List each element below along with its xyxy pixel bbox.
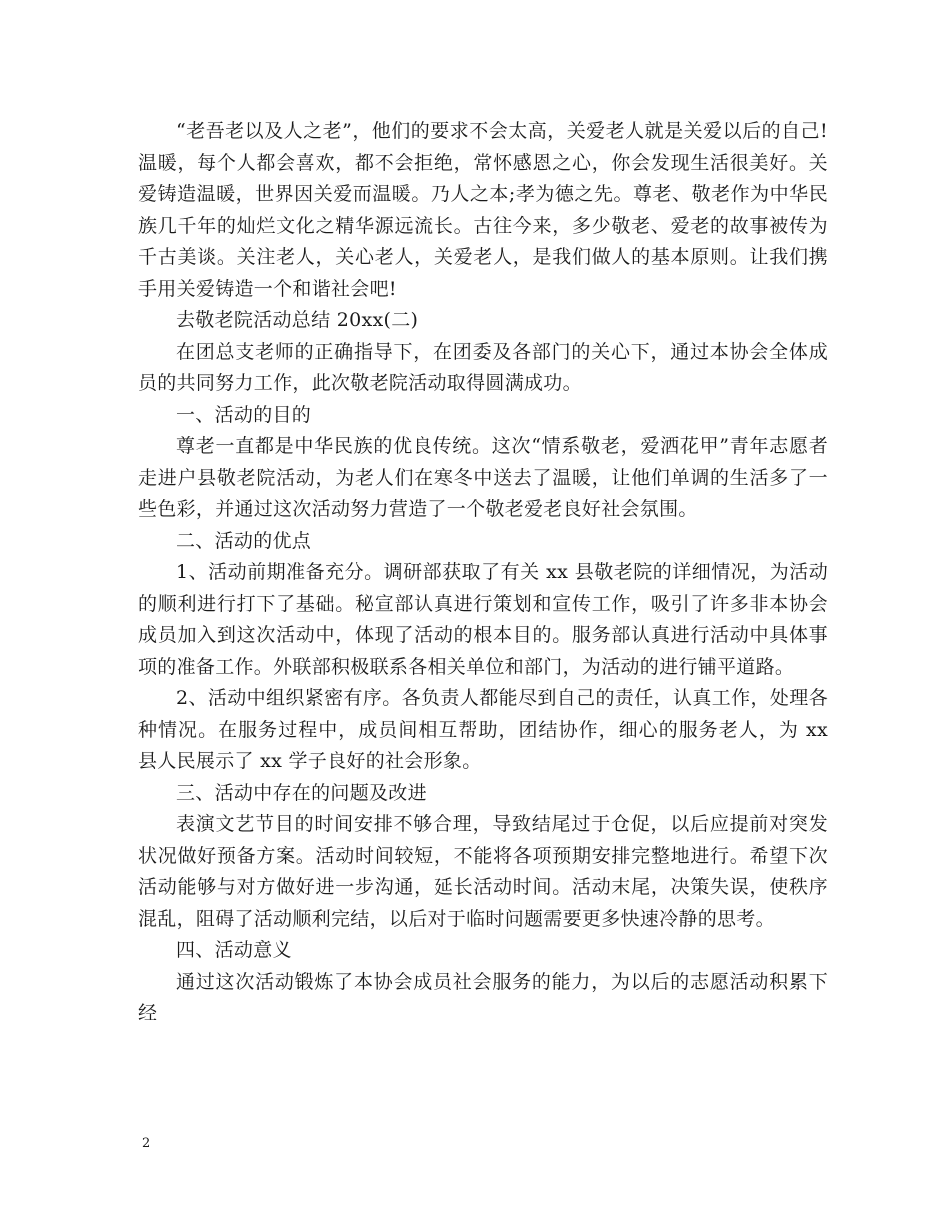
paragraph-significance: 通过这次活动锻炼了本协会成员社会服务的能力，为以后的志愿活动积累下经 <box>138 970 828 1024</box>
heading-purpose: 一、活动的目的 <box>176 403 312 426</box>
paragraph-purpose: 尊老一直都是中华民族的优良传统。这次“情系敬老，爱洒花甲”青年志愿者走进户县敬老院活动，为老人们在寒冬中送去了温暖，让他们单调的生活多了一些色彩，并通过这次活动努力营造了一个敬老爱老良好社会氛围。 <box>138 435 828 520</box>
paragraph-problems: 表演文艺节目的时间安排不够合理，导致结尾过于仓促，以后应提前对突发状况做好预备方案。活动时间较短，不能将各项预期安排完整地进行。希望下次活动能够与对方做好进一步沟通，延长活动时间。活动末尾，决策失误，使秩序混乱，阻碍了活动顺利完结，以后对于临时问题需要更多快速冷静的思考。 <box>138 813 828 930</box>
page-number: 2 <box>142 1136 151 1151</box>
document-body <box>138 116 828 1030</box>
paragraph-strength-1: 1、活动前期准备充分。调研部获取了有关 xx 县敬老院的详细情况，为活动的顺利进行打下了基础。秘宣部认真进行策划和宣传工作，吸引了许多非本协会成员加入到这次活动中，体现了活动的根本目的。服务部认真进行活动中具体事项的准备工作。外联部积极联系各相关单位和部门，为活动的进行铺平道路。 <box>138 561 828 678</box>
section-title: 去敬老院活动总结 20xx(二) <box>176 309 419 331</box>
paragraph-strength-2: 2、活动中组织紧密有序。各负责人都能尽到自己的责任，认真工作，处理各种情况。在服务过程中，成员间相互帮助，团结协作，细心的服务老人，为 xx 县人民展示了 xx 学子良好的社会形象。 <box>138 687 828 772</box>
paragraph-summary: 在团总支老师的正确指导下，在团委及各部门的关心下，通过本协会全体成员的共同努力工作，此次敬老院活动取得圆满成功。 <box>138 340 828 394</box>
paragraph-intro: “老吾老以及人之老”，他们的要求不会太高，关爱老人就是关爱以后的自己!温暖，每个人都会喜欢，都不会拒绝，常怀感恩之心，你会发现生活很美好。关爱铸造温暖，世界因关爱而温暖。乃人之本;孝为德之先。尊老、敬老作为中华民族几千年的灿烂文化之精华源远流长。古往今来，多少敬老、爱老的故事被传为千古美谈。关注老人，关心老人，关爱老人，是我们做人的基本原则。让我们携手用关爱铸造一个和谐社会吧! <box>138 120 828 300</box>
heading-strengths: 二、活动的优点 <box>176 529 312 552</box>
heading-significance: 四、活动意义 <box>176 939 292 961</box>
heading-problems: 三、活动中存在的问题及改进 <box>176 781 427 804</box>
